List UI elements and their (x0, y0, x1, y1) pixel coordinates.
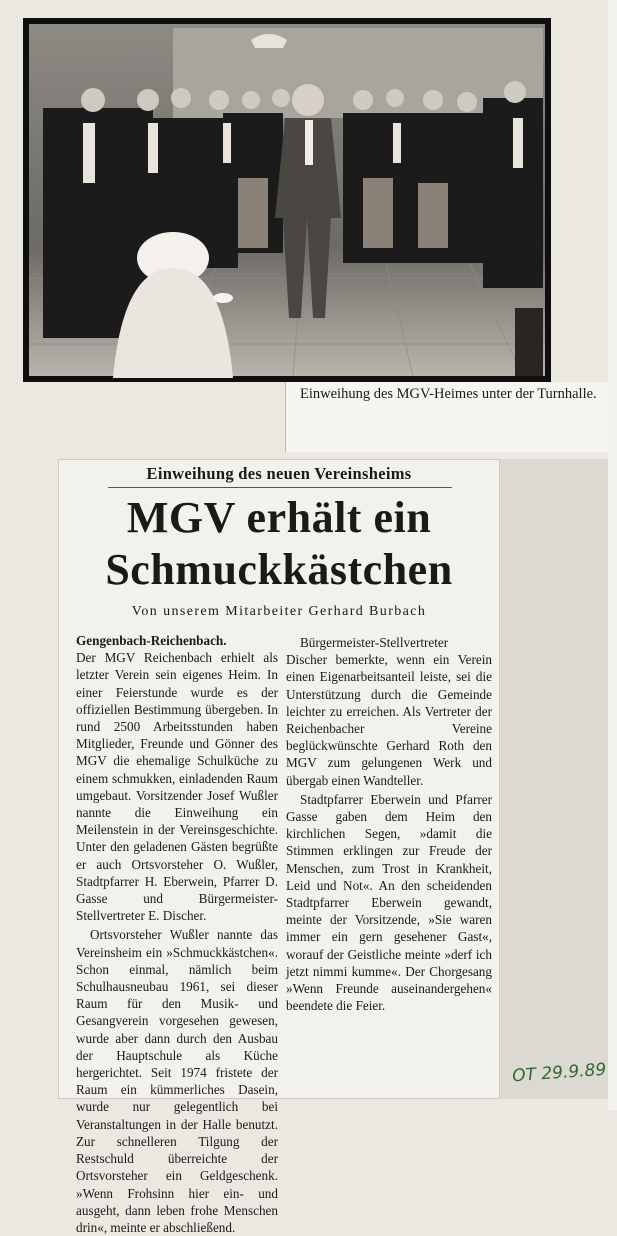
handwritten-date-note (510, 1052, 610, 1088)
kicker-rule (108, 487, 452, 488)
photo-caption: Einweihung des MGV-Heimes unter der Turnhalle. (300, 386, 597, 402)
headline-line-2: Schmuckkästchen (105, 545, 453, 594)
article-headline (58, 492, 500, 596)
article-paragraph-2: Ortsvorsteher Wußler nannte das Vereinsheim ein »Schmuckkästchen«. Schon einmal, nämlich beim Schulhausneubau 1961, sei dieser Raum für den Musik- und Gesangverein vorgesehen gewesen, wurde aber dann durch den Ausbau der Hauptschule als Küche hergerichtet. Seit 1974 fristete der Raum ein kümmerliches Dasein, wurde nur gelegentlich bei Veranstaltungen in der Halle benutzt. Zur schnelleren Tilgung der Restschuld überreichte der Ortsvorsteher ein Geldgeschenk. »Wenn Frohsinn hier ein- und ausgeht, dann leben frohe Menschen drin«, meinte er abschließend. (76, 927, 278, 1235)
article-byline: Von unserem Mitarbeiter Gerhard Burbach (131, 604, 427, 619)
headline-line-1: MGV erhält ein (126, 493, 432, 542)
handwritten-date-text: OT 29.9.89 (511, 1059, 607, 1087)
article-paragraph-1: Der MGV Reichenbach erhielt als letzter Verein sein eigenes Heim. In einer Feierstunde wurde es der offiziellen Bestimmung übergeben. In rund 2500 Arbeitsstunden haben Mitglieder, Freunde und Gönner des MGV die ehemalige Schulküche zu einem schmukken, einladenden Raum umgebaut. Vorsitzender Josef Wußler nannte die Einweihung ein Meilenstein in der Vereinsgeschichte. Unter den geladenen Gästen begrüßte er auch Ortsvorsteher O. Wußler, Stadtpfarrer H. Eberwein, Pfarrer D. Gasse und Bürgermeister-Stellvertreter E. Discher. (76, 650, 278, 924)
choir-photo-icon (23, 18, 551, 382)
article-paragraph-4: Stadtpfarrer Eberwein und Pfarrer Gasse gaben dem Heim den kirchlichen Segen, »damit die Stimmen erklingen zur Freude der Menschen, zum Trost in Krankheit, Leid und Not«. An den scheidenden Stadtpfarrer Eberwein gewandt, meinte der Vorsitzende, »Sie waren immer ein gern gesehener Gast«, worauf der Geistliche meinte »derf ich jetzt nimmi kumme«. Der Chorgesang »Wenn Freunde auseinandergehen« beendete die Feier. (286, 791, 492, 1014)
photograph (23, 18, 551, 382)
article-paragraph-3: Bürgermeister-Stellvertreter Discher bemerkte, wenn ein Verein einen Eigenarbeitsanteil leiste, sei die Unterstützung durch die Gemeinde leichter zu erreichen. Als Vertreter der Reichenbacher Vereine beglückwünschte Gerhard Roth den MGV zum gelungenen Werk und übergab einen Wandteller. (286, 635, 492, 788)
adjacent-clipping (500, 459, 608, 1099)
article-kicker: Einweihung des neuen Vereinsheims (146, 464, 412, 483)
article-dateline: Gengenbach-Reichenbach. (76, 633, 227, 648)
article-column-right (286, 632, 492, 1098)
article-column-left (76, 632, 278, 1235)
page-edge (608, 0, 617, 1110)
